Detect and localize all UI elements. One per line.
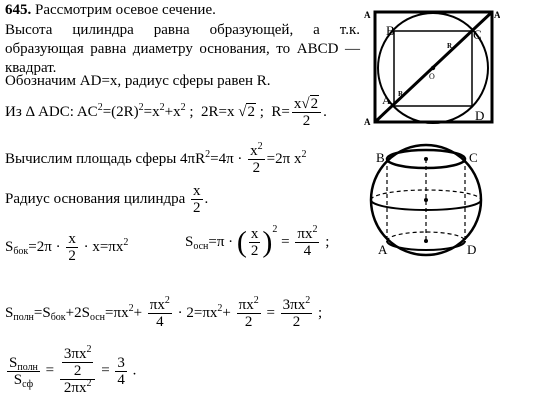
subscript: осн xyxy=(89,311,106,323)
s-symbol: S xyxy=(5,304,14,321)
vertex-b-label: B xyxy=(376,150,385,165)
frac-den: 2 xyxy=(252,160,261,176)
vertex-a-label: A xyxy=(378,242,388,257)
radius-text: Радиус основания цилиндра xyxy=(5,190,186,207)
adc-prefix: Из Δ ADC: AC xyxy=(5,103,98,120)
ratio-mid-fraction: $\frac{\frac{3\pi x^2}{2}}{2\pi x^2}$ xyxy=(60,346,96,396)
sbok-eq: =2π · xyxy=(28,238,61,255)
line-s-poln: $S_{полн}=S_{бок}+2S_{осн}=\pi x^2+$ $\frac{\pi x^2}{4}$ · $2=\pi x^2+$ $\frac{\pi x^2}{2}$ = $\frac{3\pi x^2}{2}$ ; xyxy=(5,295,323,330)
exp: 2 xyxy=(138,101,144,113)
radius-label: R xyxy=(398,90,404,98)
frac-den: 2 xyxy=(292,314,301,330)
problem-heading xyxy=(5,2,216,19)
frac-num: x xyxy=(68,231,76,247)
s-symbol: S xyxy=(9,354,18,371)
exp: 2 xyxy=(159,101,165,113)
paragraph-square: Высота цилиндра равна образующей, а т.к. образующая равна диаметру основания, то ABCD — квадрат. xyxy=(5,22,360,76)
line-ratio xyxy=(5,346,136,396)
frac-num: 3 xyxy=(117,354,125,371)
axis-point xyxy=(424,239,428,243)
frac-num: πx xyxy=(149,297,165,313)
sqrt-arg: 2 xyxy=(310,96,319,112)
r-fraction: $\frac{x√2}{2}$ xyxy=(292,96,321,129)
spoln-fraction-1: $\frac{\pi x^2}{4}$ xyxy=(149,295,170,330)
vertex-label: A xyxy=(364,10,371,20)
problem-number: 645. xyxy=(5,2,32,18)
line-base-radius: Радиус основания цилиндра $\frac{x}{2}$ . xyxy=(5,183,209,216)
sqrt-sign: √ xyxy=(238,103,247,120)
sqrt-arg: 2 xyxy=(247,103,255,120)
frac-num: x xyxy=(193,183,201,199)
frac-den: 2 xyxy=(250,243,259,259)
line-s-bok: $S_{бок}=2\pi$ · $\frac{x}{2}$ · $x=\pi x^2$ xyxy=(5,231,129,264)
sbok-fraction xyxy=(66,231,78,264)
area-text: Вычислим площадь сферы 4πR xyxy=(5,150,206,167)
equals: = xyxy=(266,304,275,321)
sbok-rest: · x=πx xyxy=(83,238,124,255)
area-eq: =4π · xyxy=(210,150,243,167)
axis-point xyxy=(424,198,428,202)
s-symbol: S xyxy=(5,238,14,255)
subscript: полн xyxy=(17,361,38,373)
heading-text: Рассмотрим осевое сечение. xyxy=(35,2,216,18)
frac-den: 2 xyxy=(73,363,82,379)
spoln-fraction-3: $\frac{3\pi x^2}{2}$ xyxy=(282,295,311,330)
frac-num: x xyxy=(293,96,302,112)
radius-label: R xyxy=(447,42,453,50)
semicolon: ; xyxy=(318,304,323,321)
spoln-mid: · 2=πx xyxy=(177,304,218,321)
two-r-eq: 2R=x xyxy=(201,103,235,120)
line-s-osn: $S_{осн}=\pi$ · ( $\frac{x}{2}$ )$^2$ = $\frac{\pi x^2}{4}$ ; xyxy=(185,223,330,259)
sosn-result-fraction: $\frac{\pi x^2}{4}$ xyxy=(297,224,318,259)
vertex-label: A xyxy=(364,117,371,127)
spoln-fraction-2: $\frac{\pi x^2}{2}$ xyxy=(238,295,259,330)
frac-num: πx xyxy=(238,297,254,313)
frac-num: 3πx xyxy=(282,297,306,313)
vertex-c-label: C xyxy=(473,27,482,42)
plus: + xyxy=(222,304,231,321)
line-sphere-area xyxy=(5,143,306,176)
exp: 2 xyxy=(97,101,103,113)
s-symbol: S xyxy=(185,233,194,250)
exp: 2 xyxy=(180,101,186,113)
equals: = xyxy=(45,362,55,379)
spoln-eq2: =πx xyxy=(105,304,129,321)
vertex-a-label: A xyxy=(382,93,391,107)
spoln-eq: =S xyxy=(33,304,51,321)
area-result: =2π x xyxy=(266,150,302,167)
ratio-result-fraction xyxy=(115,355,127,388)
area-fraction xyxy=(248,143,265,176)
subscript: бок xyxy=(50,311,66,323)
exp: 2 xyxy=(205,148,211,160)
frac-den: 2 xyxy=(193,200,201,216)
frac-den: 4 xyxy=(303,243,312,259)
separator: ; xyxy=(189,103,194,120)
vertex-d-label: D xyxy=(467,242,477,257)
semicolon: ; xyxy=(325,233,330,250)
frac-num: x xyxy=(250,226,259,242)
subscript: сф xyxy=(22,378,34,390)
subscript: полн xyxy=(13,311,34,323)
s-symbol: S xyxy=(13,371,23,388)
adc-2r: =(2R) xyxy=(102,103,139,120)
center-o-label: O xyxy=(429,72,435,81)
subscript: бок xyxy=(13,245,29,257)
paragraph-notation: Обозначим AD=x, радиус сферы равен R. xyxy=(5,73,271,89)
figure-axial-section xyxy=(362,4,500,128)
subscript: осн xyxy=(193,240,209,252)
equals: = xyxy=(101,362,110,379)
frac-den: 2 xyxy=(244,314,253,330)
exp: 2 xyxy=(301,148,307,160)
vertex-label: A xyxy=(494,10,500,20)
line-adc: Из Δ ADC: $AC^2=(2R)^2=x^2+x^2$ ; 2R=x √2 ; R= $\frac{x√2}{2}$ . xyxy=(5,96,327,129)
center-point xyxy=(431,66,435,70)
spoln-plus: +2S xyxy=(65,304,90,321)
frac-num: πx xyxy=(297,226,313,242)
r-eq: R= xyxy=(271,103,290,120)
adc-plus-x: +x xyxy=(164,103,181,120)
adc-x: =x xyxy=(143,103,160,120)
separator: ; xyxy=(259,103,264,120)
period: . xyxy=(132,362,137,379)
sosn-eq: =π · xyxy=(208,233,234,250)
frac-num: x xyxy=(250,143,258,159)
frac-den: 2 xyxy=(302,113,311,129)
frac-num: 3πx xyxy=(63,346,87,362)
sosn-fraction xyxy=(249,226,261,259)
vertex-b-label: B xyxy=(386,23,395,38)
frac-den: 4 xyxy=(156,314,164,330)
ratio-lhs-fraction xyxy=(7,355,40,388)
plus: + xyxy=(133,304,143,321)
radius-fraction xyxy=(191,183,203,216)
axis-point xyxy=(424,157,428,161)
vertex-c-label: C xyxy=(469,150,478,165)
vertex-d-label: D xyxy=(475,108,485,123)
frac-den: 4 xyxy=(117,371,125,388)
figure-sphere-cylinder xyxy=(362,140,502,262)
exp: 2 xyxy=(257,141,263,152)
frac-den: 2πx xyxy=(63,380,87,396)
frac-den: 2 xyxy=(68,248,76,264)
sosn-eq2: = xyxy=(281,233,290,250)
